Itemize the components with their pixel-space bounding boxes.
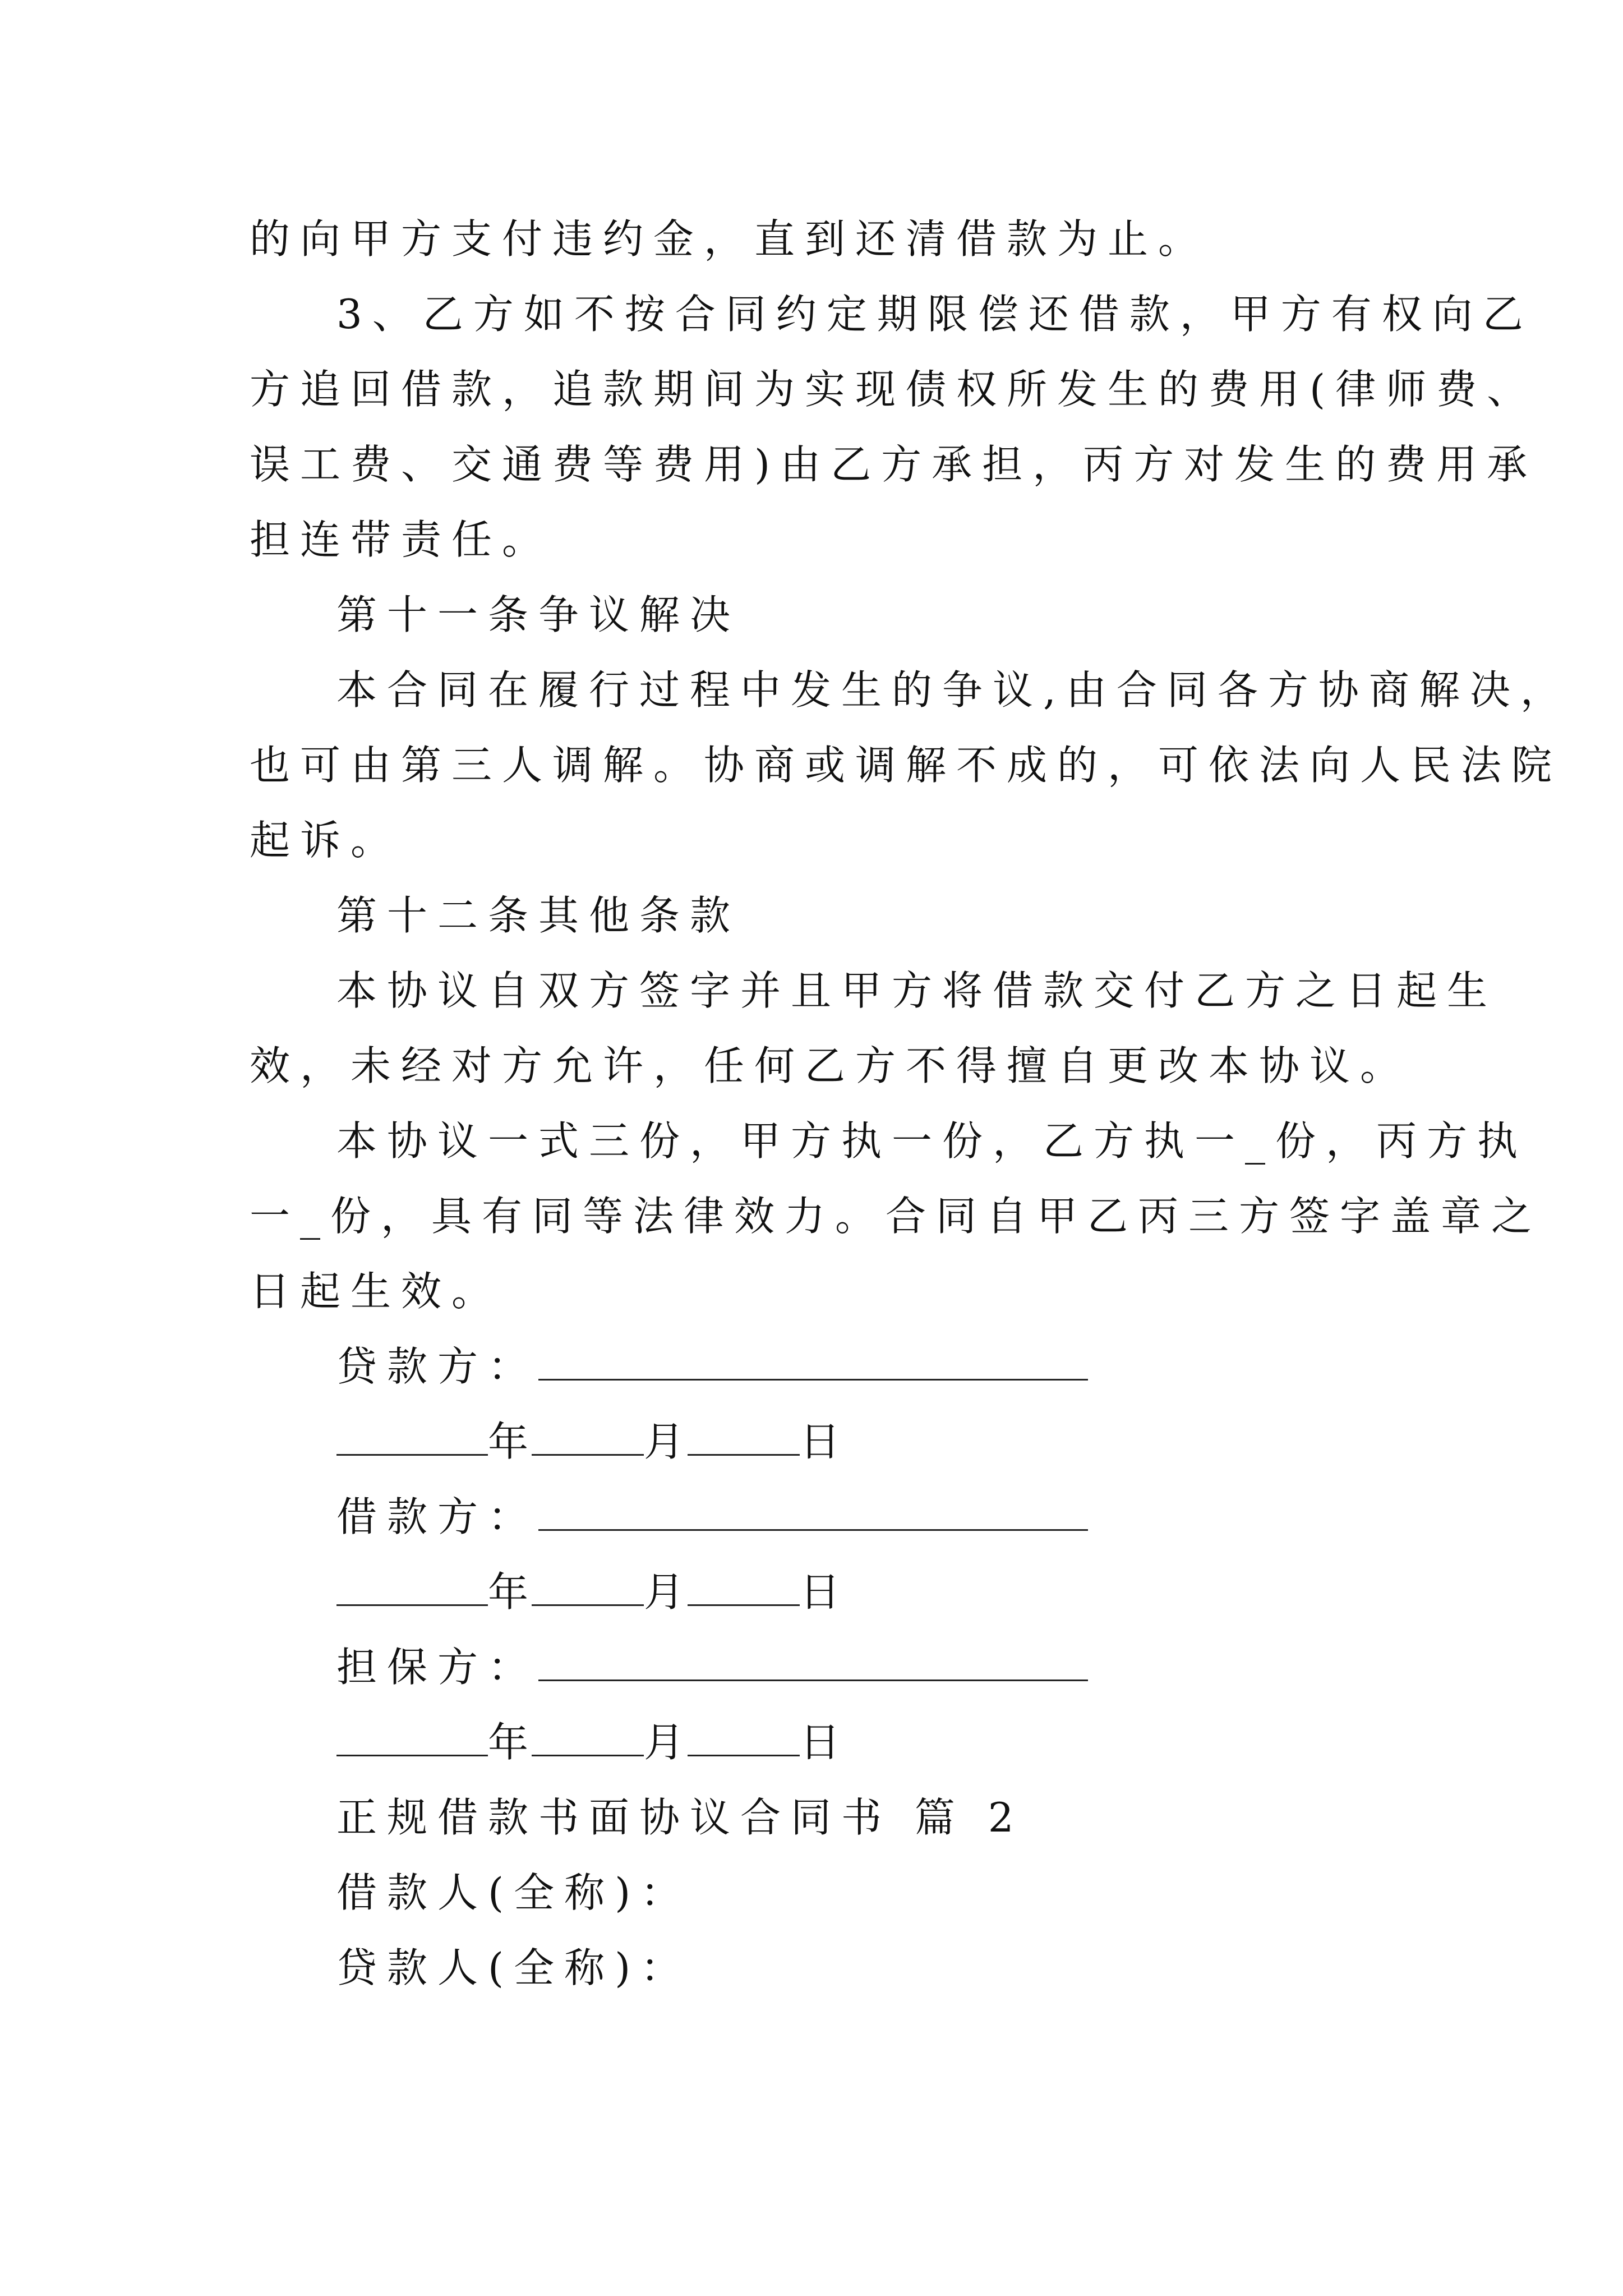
month-unit: 月 xyxy=(644,1418,688,1465)
month-blank[interactable] xyxy=(532,1570,644,1606)
year-unit: 年 xyxy=(488,1418,532,1465)
paragraph-line: 日起生效。 xyxy=(250,1268,502,1315)
date-line-guarantor xyxy=(336,1715,843,1769)
day-unit: 日 xyxy=(800,1418,844,1465)
signature-label: 借款方： xyxy=(336,1493,539,1540)
borrower-name-field: 借款人(全称)： xyxy=(336,1869,691,1916)
signature-line-guarantor xyxy=(336,1640,1088,1694)
day-unit: 日 xyxy=(800,1719,844,1766)
lender-name-field: 贷款人(全称)： xyxy=(336,1944,691,1991)
month-unit: 月 xyxy=(644,1719,688,1766)
paragraph-line: 本协议自双方签字并且甲方将借款交付乙方之日起生 xyxy=(336,967,1498,1014)
date-line-borrower xyxy=(336,1565,843,1619)
day-blank[interactable] xyxy=(688,1419,800,1456)
signature-label: 担保方： xyxy=(336,1644,539,1691)
year-blank[interactable] xyxy=(336,1419,488,1456)
paragraph-line: 方追回借款，追款期间为实现债权所发生的费用(律师费、 xyxy=(250,366,1538,413)
year-unit: 年 xyxy=(488,1568,532,1616)
paragraph-line: 担连带责任。 xyxy=(250,516,553,563)
paragraph-line: 误工费、交通费等费用)由乙方承担，丙方对发生的费用承 xyxy=(250,441,1538,488)
month-unit: 月 xyxy=(644,1568,688,1616)
signature-line-borrower xyxy=(336,1490,1088,1544)
year-blank[interactable] xyxy=(336,1720,488,1756)
month-blank[interactable] xyxy=(532,1419,644,1456)
day-blank[interactable] xyxy=(688,1720,800,1756)
day-blank[interactable] xyxy=(688,1570,800,1606)
paragraph-line: 起诉。 xyxy=(250,817,402,864)
year-blank[interactable] xyxy=(336,1570,488,1606)
signature-label: 贷款方： xyxy=(336,1343,539,1390)
signature-blank[interactable] xyxy=(538,1494,1088,1531)
paragraph-line: 也可由第三人调解。协商或调解不成的，可依法向人民法院 xyxy=(250,742,1562,789)
year-unit: 年 xyxy=(488,1719,532,1766)
paragraph-line: 效，未经对方允许，任何乙方不得擅自更改本协议。 xyxy=(250,1042,1411,1089)
article-heading: 第十二条其他条款 xyxy=(336,892,741,939)
paragraph-line: 一_份，具有同等法律效力。合同自甲乙丙三方签字盖章之 xyxy=(250,1193,1542,1240)
signature-blank[interactable] xyxy=(538,1645,1088,1681)
date-line-lender xyxy=(336,1415,843,1469)
paragraph-line: 本协议一式三份，甲方执一份，乙方执一_份，丙方执 xyxy=(336,1117,1528,1165)
paragraph-line: 本合同在履行过程中发生的争议,由合同各方协商解决， xyxy=(336,666,1571,714)
signature-blank[interactable] xyxy=(538,1344,1088,1381)
signature-line-lender xyxy=(336,1340,1088,1393)
paragraph-line: 的向甲方支付违约金，直到还清借款为止。 xyxy=(250,215,1209,263)
section-title: 正规借款书面协议合同书 篇 2 xyxy=(336,1794,1024,1841)
month-blank[interactable] xyxy=(532,1720,644,1756)
day-unit: 日 xyxy=(800,1568,844,1616)
paragraph-line: 3、乙方如不按合同约定期限偿还借款，甲方有权向乙 xyxy=(336,291,1533,338)
article-heading: 第十一条争议解决 xyxy=(336,591,741,638)
